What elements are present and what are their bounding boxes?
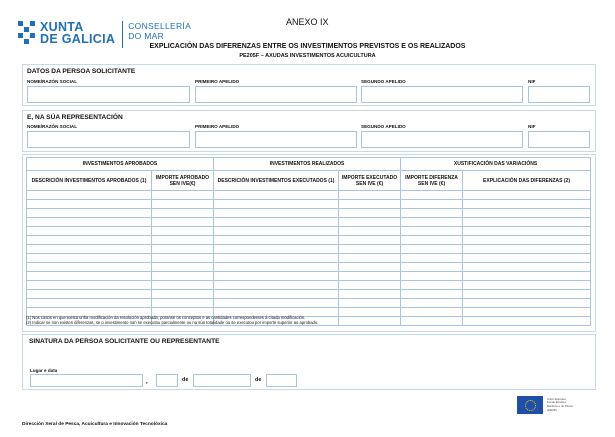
col-executed-description: DESCRICIÓN INVESTIMENTOS EXECUTADOS (1) — [214, 171, 339, 191]
col-executed-amount: IMPORTE EXECUTADO SEN IVE (€) — [339, 171, 401, 191]
applicant-nif-field[interactable] — [528, 86, 590, 103]
table-cell[interactable] — [339, 290, 401, 299]
table-cell[interactable] — [463, 227, 591, 236]
table-cell[interactable] — [152, 227, 214, 236]
eu-text — [547, 398, 573, 412]
table-cell[interactable] — [339, 281, 401, 290]
representative-title: E, NA SÚA REPRESENTACIÓN — [27, 114, 123, 121]
table-cell[interactable] — [339, 218, 401, 227]
col-approved-description: DESCRICIÓN INVESTIMENTOS APROBADOS (1) — [27, 171, 152, 191]
table-row — [27, 290, 591, 299]
table-row — [27, 281, 591, 290]
table-cell[interactable] — [463, 290, 591, 299]
representative-name-label: NOME/RAZÓN SOCIAL — [27, 124, 78, 129]
xunta-logo-text — [40, 21, 115, 45]
table-cell[interactable] — [27, 191, 152, 200]
applicant-title: DATOS DA PERSOA SOLICITANTE — [27, 68, 136, 75]
table-cell[interactable] — [214, 236, 339, 245]
table-row — [27, 236, 591, 245]
table-cell[interactable] — [463, 218, 591, 227]
table-cell[interactable] — [214, 299, 339, 308]
table-row — [27, 209, 591, 218]
table-cell[interactable] — [339, 263, 401, 272]
table-cell[interactable] — [339, 236, 401, 245]
eu-flag-icon — [517, 396, 543, 414]
table-cell[interactable] — [27, 290, 152, 299]
place-date-label: Lugar e data — [30, 368, 58, 373]
table-cell[interactable] — [214, 290, 339, 299]
conselleria-label — [128, 21, 191, 41]
conselleria-line2: DO MAR — [128, 31, 165, 41]
footnote-2: (2) Indicar se non existen diferenzas, se o investimento non se executou parcialmente ou na súa totalidade ou se executou por importe superior ao aprobado. — [26, 320, 319, 325]
place-field[interactable] — [30, 374, 143, 387]
conselleria-line1: CONSELLERÍA — [128, 21, 192, 31]
table-cell[interactable] — [214, 254, 339, 263]
table-cell[interactable] — [27, 281, 152, 290]
table-cell[interactable] — [214, 191, 339, 200]
table-cell[interactable] — [401, 263, 463, 272]
footnote-1: (1) Nos casos en que exista unha modificación da resolución aprobada, poranse os conceptos e as cantidades correspondentes á citada modificación. — [26, 315, 306, 320]
representative-surname1-field[interactable] — [195, 131, 357, 148]
eu-line1: Unión Europea — [547, 396, 566, 401]
table-cell[interactable] — [214, 263, 339, 272]
investments-table — [26, 157, 591, 326]
group-executed: INVESTIMENTOS REALIZADOS — [214, 158, 401, 171]
representative-surname1-label: PRIMEIRO APELIDO — [195, 124, 240, 129]
table-cell[interactable] — [339, 227, 401, 236]
table-cell[interactable] — [152, 209, 214, 218]
table-cell[interactable] — [463, 209, 591, 218]
eu-line3: Marítimo e de Pesca — [547, 404, 573, 408]
table-cell[interactable] — [401, 209, 463, 218]
table-cell[interactable] — [27, 245, 152, 254]
table-cell[interactable] — [27, 227, 152, 236]
table-cell[interactable] — [152, 236, 214, 245]
table-cell[interactable] — [463, 254, 591, 263]
table-row — [27, 299, 591, 308]
group-approved: INVESTIMENTOS APROBADOS — [27, 158, 214, 171]
table-cell[interactable] — [27, 236, 152, 245]
representative-nif-label: NIF — [528, 124, 536, 129]
table-row — [27, 272, 591, 281]
table-cell[interactable] — [152, 272, 214, 281]
table-row — [27, 227, 591, 236]
table-cell[interactable] — [214, 281, 339, 290]
table-cell[interactable] — [401, 290, 463, 299]
table-cell[interactable] — [27, 218, 152, 227]
table-cell[interactable] — [27, 254, 152, 263]
table-cell[interactable] — [152, 254, 214, 263]
table-cell[interactable] — [401, 299, 463, 308]
page-title: EXPLICACIÓN DAS DIFERENZAS ENTRE OS INVESTIMENTOS PREVISTOS E OS REALIZADOS — [149, 43, 466, 50]
col-difference-amount: IMPORTE DIFERENZA SEN IVE (€) — [401, 171, 463, 191]
table-cell[interactable] — [27, 272, 152, 281]
table-cell[interactable] — [401, 272, 463, 281]
applicant-surname1-label: PRIMEIRO APELIDO — [195, 79, 240, 84]
table-cell[interactable] — [401, 200, 463, 209]
applicant-name-label: NOME/RAZÓN SOCIAL — [27, 79, 78, 84]
table-cell[interactable] — [401, 227, 463, 236]
table-cell[interactable] — [214, 272, 339, 281]
table-cell[interactable] — [401, 245, 463, 254]
table-cell[interactable] — [401, 281, 463, 290]
table-cell[interactable] — [463, 236, 591, 245]
table-cell[interactable] — [339, 209, 401, 218]
table-cell[interactable] — [152, 218, 214, 227]
table-cell[interactable] — [27, 209, 152, 218]
table-row — [27, 218, 591, 227]
table-cell[interactable] — [152, 200, 214, 209]
applicant-name-field[interactable] — [27, 86, 190, 103]
table-row — [27, 191, 591, 200]
logo-line1: XUNTA — [40, 20, 84, 34]
representative-nif-field[interactable] — [528, 131, 590, 148]
representative-surname2-label: SEGUNDO APELIDO — [361, 124, 406, 129]
table-cell[interactable] — [339, 191, 401, 200]
day-field[interactable] — [156, 374, 178, 387]
year-field[interactable] — [266, 374, 297, 387]
table-cell[interactable] — [339, 254, 401, 263]
de-label-2: de — [255, 377, 262, 383]
applicant-surname2-field[interactable] — [361, 86, 523, 103]
month-field[interactable] — [193, 374, 251, 387]
comma-separator: , — [146, 379, 148, 385]
table-cell[interactable] — [214, 200, 339, 209]
table-cell[interactable] — [463, 272, 591, 281]
table-row — [27, 254, 591, 263]
table-cell[interactable] — [401, 254, 463, 263]
page-subtitle: PE205F – AXUDAS INVESTIMENTOS ACUICULTURA — [239, 53, 376, 59]
eu-line2: Fondo Europeo — [547, 400, 567, 405]
de-label-1: de — [182, 377, 189, 383]
col-approved-amount: IMPORTE APROBADO SEN IVE(€) — [152, 171, 214, 191]
table-cell[interactable] — [339, 299, 401, 308]
table-cell[interactable] — [463, 281, 591, 290]
table-cell[interactable] — [401, 191, 463, 200]
table-cell[interactable] — [463, 245, 591, 254]
table-cell[interactable] — [152, 290, 214, 299]
table-cell[interactable] — [463, 200, 591, 209]
table-cell[interactable] — [463, 299, 591, 308]
table-cell[interactable] — [152, 299, 214, 308]
table-cell[interactable] — [214, 218, 339, 227]
eu-logo — [517, 396, 573, 414]
table-cell[interactable] — [463, 191, 591, 200]
logo-line2: DE GALICIA — [40, 32, 116, 46]
table-cell[interactable] — [152, 281, 214, 290]
table-cell[interactable] — [401, 236, 463, 245]
table-row — [27, 200, 591, 209]
table-cell[interactable] — [339, 272, 401, 281]
eu-line4: (FEMP) — [547, 407, 557, 412]
table-cell[interactable] — [214, 227, 339, 236]
table-cell[interactable] — [401, 218, 463, 227]
signature-title: SINATURA DA PERSOA SOLICITANTE OU REPRESENTANTE — [29, 338, 220, 345]
table-cell[interactable] — [152, 263, 214, 272]
table-cell[interactable] — [27, 263, 152, 272]
table-cell[interactable] — [27, 200, 152, 209]
xunta-cross-icon — [18, 21, 36, 45]
table-cell[interactable] — [339, 200, 401, 209]
table-cell[interactable] — [339, 245, 401, 254]
group-variations: XUSTIFICACIÓN DAS VARIACIÓNS — [401, 158, 591, 171]
annex-label: ANEXO IX — [286, 17, 329, 27]
table-cell[interactable] — [152, 191, 214, 200]
table-row — [27, 263, 591, 272]
table-cell[interactable] — [27, 299, 152, 308]
applicant-surname1-field[interactable] — [195, 86, 357, 103]
applicant-surname2-label: SEGUNDO APELIDO — [361, 79, 406, 84]
representative-surname2-field[interactable] — [361, 131, 523, 148]
table-row — [27, 245, 591, 254]
footer-text: Dirección Xeral de Pesca, Acuicultura e Innovación Tecnolóxica — [22, 422, 168, 427]
table-cell[interactable] — [214, 209, 339, 218]
table-cell[interactable] — [463, 263, 591, 272]
table-cell[interactable] — [152, 245, 214, 254]
col-difference-explanation: EXPLICACIÓN DAS DIFERENZAS (2) — [463, 171, 591, 191]
applicant-nif-label: NIF — [528, 79, 536, 84]
representative-name-field[interactable] — [27, 131, 190, 148]
table-cell[interactable] — [214, 245, 339, 254]
